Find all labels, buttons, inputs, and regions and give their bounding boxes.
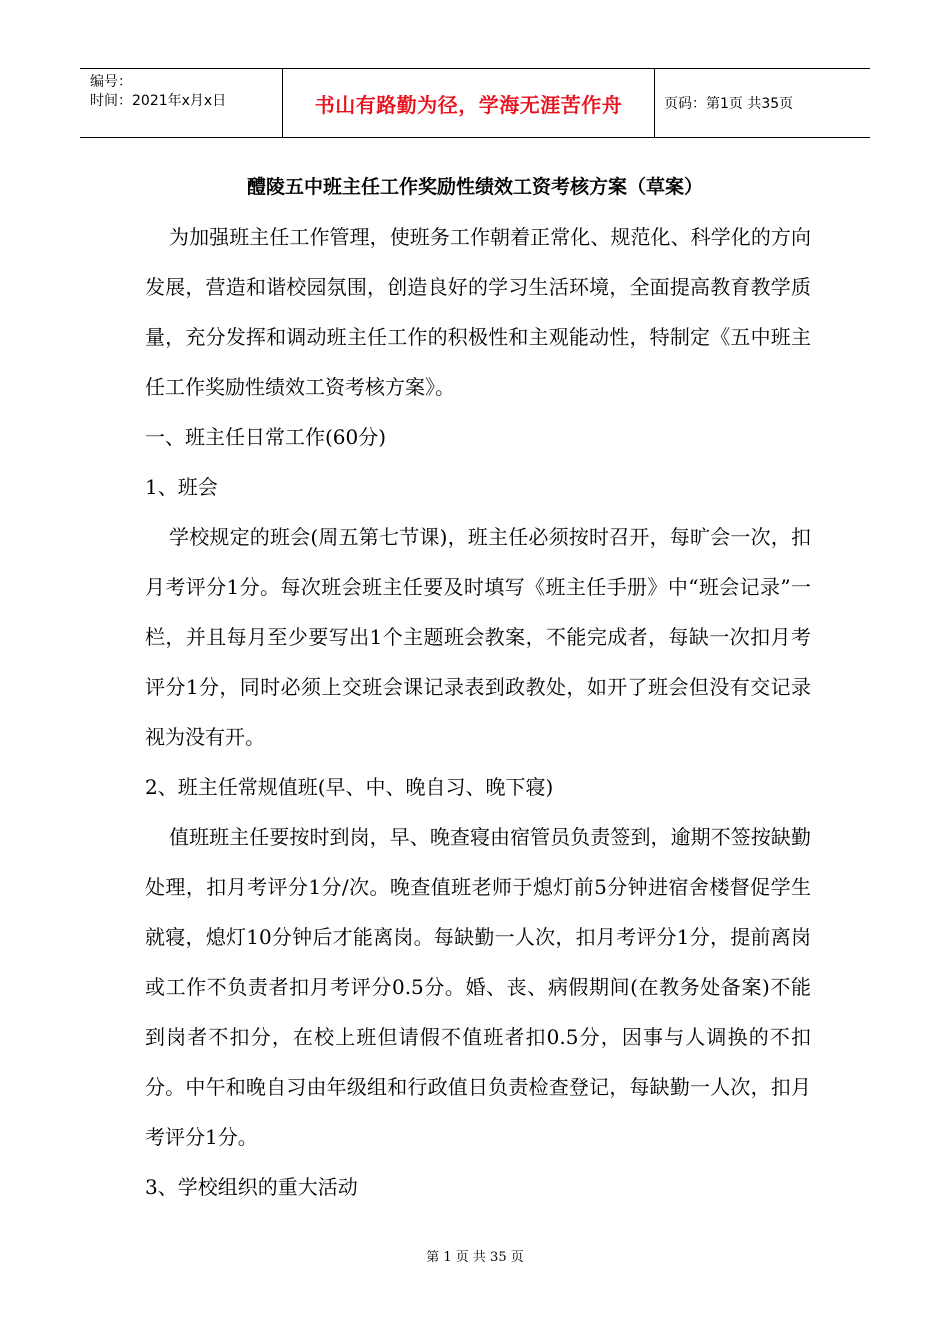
subsection-heading: 2、班主任常规值班(早、中、晚自习、晚下寝) bbox=[145, 775, 554, 799]
subsection-heading: 1、班会 bbox=[145, 475, 218, 499]
body-paragraph: 学校规定的班会(周五第七节课)，班主任必须按时召开，每旷会一次，扣月考评分1分。每次班会班主任要及时填写《班主任手册》中“班会记录”一栏，并且每月至少要写出1个主题班会教案，不能完成者，每缺一次扣月考评分1分，同时必须上交班会课记录表到政教处，如开了班会但没有交记录视为没有开。 bbox=[145, 525, 811, 749]
page-info: 页码：第1页 共35页 bbox=[664, 96, 794, 112]
header-right-cell bbox=[655, 69, 870, 137]
page-footer: 第 1 页 共 35 页 bbox=[426, 1250, 524, 1265]
subsection-heading: 3、学校组织的重大活动 bbox=[145, 1175, 358, 1199]
document-body bbox=[145, 212, 811, 1212]
section-heading: 一、班主任日常工作(60分) bbox=[145, 425, 387, 449]
header-left-cell bbox=[80, 69, 282, 137]
document-title: 醴陵五中班主任工作奖励性绩效工资考核方案（草案） bbox=[246, 176, 703, 198]
number-label: 编号： bbox=[90, 74, 132, 90]
time-label: 时间：2021年x月x日 bbox=[90, 93, 227, 109]
document-header bbox=[80, 68, 870, 138]
body-paragraph: 值班班主任要按时到岗，早、晚查寝由宿管员负责签到，逾期不签按缺勤处理，扣月考评分1分/次。晚查值班老师于熄灯前5分钟进宿舍楼督促学生就寝，熄灯10分钟后才能离岗。每缺勤一人次，扣月考评分1分，提前离岗或工作不负责者扣月考评分0.5分。婚、丧、病假期间(在教务处备案)不能到岗者不扣分，在校上班但请假不值班者扣0.5分，因事与人调换的不扣分。中午和晚自习由年级组和行政值日负责检查登记，每缺勤一人次，扣月考评分1分。 bbox=[145, 825, 811, 1149]
intro-paragraph: 为加强班主任工作管理，使班务工作朝着正常化、规范化、科学化的方向发展，营造和谐校园氛围，创造良好的学习生活环境，全面提高教育教学质量，充分发挥和调动班主任工作的积极性和主观能动性，特制定《五中班主任工作奖励性绩效工资考核方案》。 bbox=[145, 225, 811, 399]
motto: 书山有路勤为径，学海无涯苦作舟 bbox=[314, 92, 623, 117]
header-middle-cell bbox=[282, 69, 655, 137]
